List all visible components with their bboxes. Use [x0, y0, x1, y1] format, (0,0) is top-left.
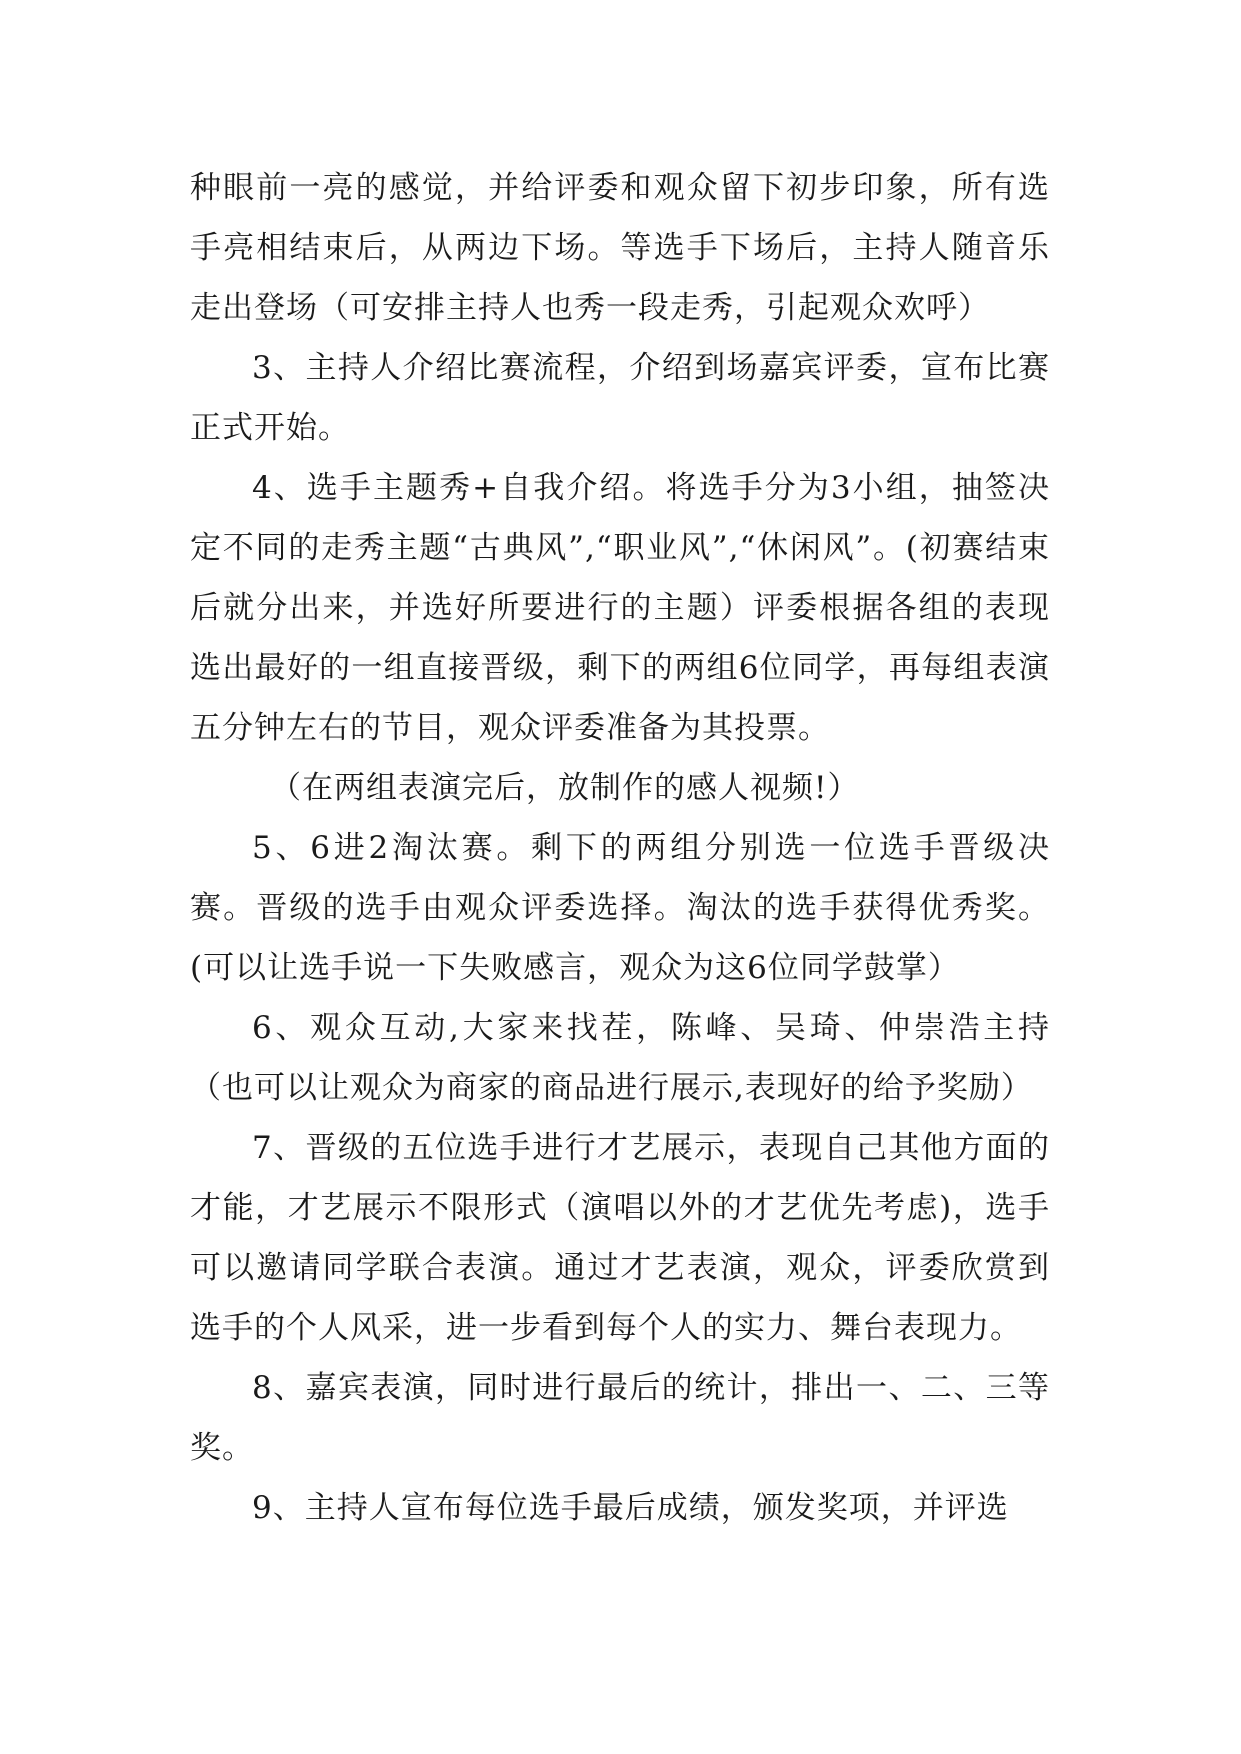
paragraph-item-5: 5、6进2淘汰赛。剩下的两组分别选一位选手晋级决赛。晋级的选手由观众评委选择。淘汰的选手获得优秀奖。(可以让选手说一下失败感言，观众为这6位同学鼓掌）: [190, 830, 1050, 986]
paragraph-video-note: （在两组表演完后，放制作的感人视频!）: [270, 770, 860, 806]
paragraph-item-9: 9、主持人宣布每位选手最后成绩，颁发奖项，并评选: [252, 1490, 1009, 1526]
paragraph-item-4: 4、选手主题秀+自我介绍。将选手分为3小组，抽签决定不同的走秀主题“古典风”,“职业风”,“休闲风”。(初赛结束后就分出来，并选好所要进行的主题）评委根据各组的表现选出最好的一组直接晋级，剩下的两组6位同学，再每组表演五分钟左右的节目，观众评委准备为其投票。: [190, 470, 1050, 746]
paragraph-item-3: 3、主持人介绍比赛流程，介绍到场嘉宾评委，宣布比赛正式开始。: [190, 350, 1050, 446]
paragraph-item-6: 6、观众互动,大家来找茬，陈峰、吴琦、仲崇浩主持（也可以让观众为商家的商品进行展示,表现好的给予奖励）: [190, 1010, 1050, 1106]
paragraph-item-8: 8、嘉宾表演，同时进行最后的统计，排出一、二、三等奖。: [190, 1370, 1050, 1466]
paragraph-opening-continuation: 种眼前一亮的感觉，并给评委和观众留下初步印象，所有选手亮相结束后，从两边下场。等选手下场后，主持人随音乐走出登场（可安排主持人也秀一段走秀，引起观众欢呼）: [190, 170, 1050, 326]
paragraph-item-7: 7、晋级的五位选手进行才艺展示，表现自己其他方面的才能，才艺展示不限形式（演唱以外的才艺优先考虑)，选手可以邀请同学联合表演。通过才艺表演，观众，评委欣赏到选手的个人风采，进一步看到每个人的实力、舞台表现力。: [190, 1130, 1050, 1346]
document-body: [190, 158, 1050, 1538]
